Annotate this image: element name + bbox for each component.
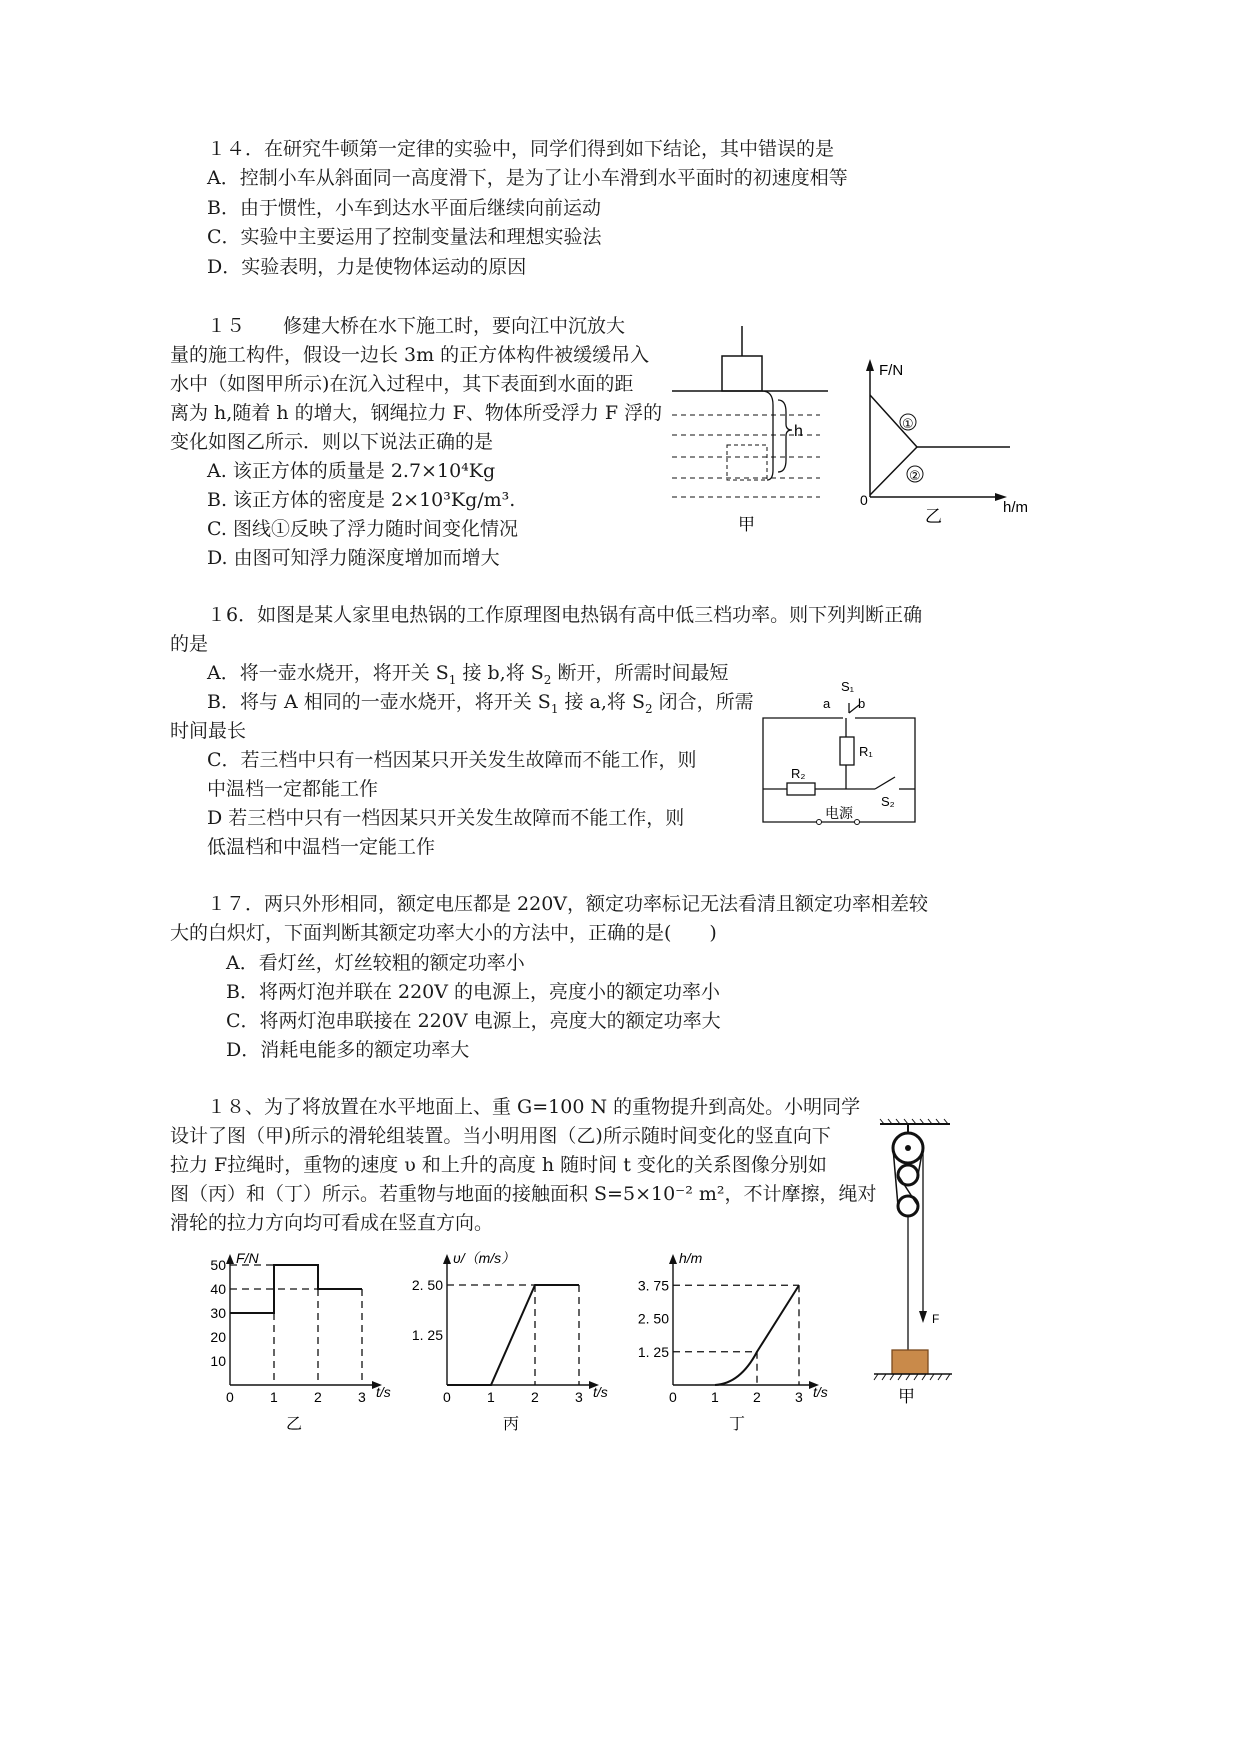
q16-option-a bbox=[207, 661, 728, 685]
q18-line-3: 拉力 F拉绳时，重物的速度 υ 和上升的高度 h 随时间 t 变化的关系图像分别如 bbox=[170, 1154, 827, 1176]
q14-option-c: C．实验中主要运用了控制变量法和理想实验法 bbox=[207, 226, 602, 248]
y-tick-label: 1. 25 bbox=[637, 1343, 669, 1360]
x-tick-label: 3 bbox=[358, 1389, 366, 1405]
x-tick-label: 3 bbox=[795, 1389, 803, 1405]
x-tick-label: 2 bbox=[753, 1389, 761, 1405]
series-line bbox=[447, 1285, 579, 1385]
chart-ding bbox=[625, 1240, 850, 1435]
q16-circuit-diagram bbox=[755, 675, 935, 835]
y-axis-label: h/m bbox=[679, 1250, 703, 1266]
q18-pulley-figure bbox=[868, 1118, 958, 1408]
circuit-r1-label: R₁ bbox=[859, 744, 873, 759]
y-axis-label: F/N bbox=[236, 1250, 259, 1266]
q18-line-5: 滑轮的拉力方向均可看成在竖直方向。 bbox=[170, 1212, 494, 1234]
q16-b-pre: B．将与 A 相同的一壶水烧开，将开关 S bbox=[207, 691, 551, 713]
yi-line-1-label: ① bbox=[902, 416, 914, 431]
circuit-a-label: a bbox=[823, 696, 831, 711]
x-tick-label: 0 bbox=[669, 1389, 677, 1405]
q16-option-d-1: D 若三档中只有一档因某只开关发生故障而不能工作，则 bbox=[207, 807, 685, 829]
q17-option-a: A．看灯丝，灯丝较粗的额定功率小 bbox=[226, 952, 525, 974]
x-axis-label: t/s bbox=[593, 1384, 608, 1400]
x-axis-label: t/s bbox=[376, 1384, 391, 1400]
q17-line-2: 大的白炽灯，下面判断其额定功率大小的方法中，正确的是( ) bbox=[170, 922, 717, 944]
q15-option-c: C. 图线①反映了浮力随时间变化情况 bbox=[207, 518, 518, 540]
x-axis-label: t/s bbox=[813, 1384, 828, 1400]
q14-option-a: A．控制小车从斜面同一高度滑下，是为了让小车滑到水平面时的初速度相等 bbox=[207, 167, 848, 189]
y-tick-label: 30 bbox=[210, 1305, 226, 1321]
q18-line-2: 设计了图（甲)所示的滑轮组装置。当小明用图（乙)所示随时间变化的竖直向下 bbox=[170, 1125, 831, 1147]
chart-caption: 乙 bbox=[286, 1416, 303, 1433]
y-tick-label: 2. 50 bbox=[411, 1277, 443, 1293]
circuit-s1-label: S₁ bbox=[841, 679, 855, 694]
q15-line-5: 变化如图乙所示．则以下说法正确的是 bbox=[170, 431, 494, 453]
x-tick-label: 0 bbox=[226, 1389, 234, 1405]
chart-caption: 丁 bbox=[729, 1416, 746, 1433]
pulley-force-label: F bbox=[932, 1312, 940, 1326]
q16-a-post: 断开，所需时间最短 bbox=[551, 662, 729, 684]
q14-option-b: B．由于惯性，小车到达水平面后继续向前运动 bbox=[207, 197, 601, 219]
q16-option-c-2: 中温档一定都能工作 bbox=[207, 778, 379, 800]
circuit-b-label: b bbox=[858, 696, 866, 711]
chart-yi bbox=[195, 1240, 391, 1435]
y-tick-label: 40 bbox=[210, 1281, 226, 1297]
y-axis-arrow bbox=[443, 1254, 451, 1264]
q16-option-b-cont: 时间最长 bbox=[170, 720, 247, 742]
q17-line-1: １７．两只外形相同，额定电压都是 220V，额定功率标记无法看清且额定功率相差较 bbox=[207, 893, 929, 915]
q15-line-3: 水中（如图甲所示)在沉入过程中，其下表面到水面的距 bbox=[170, 373, 634, 395]
q17-option-c: C．将两灯泡串联接在 220V 电源上，亮度大的额定功率大 bbox=[226, 1010, 721, 1032]
q15-line-4: 离为 h,随着 h 的增大，钢绳拉力 F、物体所受浮力 F 浮的 bbox=[170, 402, 663, 424]
y-tick-label: 10 bbox=[210, 1353, 226, 1369]
q16-b-sub-2: 2 bbox=[644, 701, 653, 716]
q16-a-mid: 接 b,将 S bbox=[456, 662, 544, 684]
x-tick-label: 2 bbox=[531, 1389, 539, 1405]
x-tick-label: 1 bbox=[711, 1389, 719, 1405]
x-tick-label: 2 bbox=[314, 1389, 322, 1405]
yi-line-2-label: ② bbox=[909, 468, 921, 483]
jia-h-label: h bbox=[794, 423, 803, 440]
y-tick-label: 3. 75 bbox=[637, 1277, 669, 1294]
q16-a-pre: A．将一壶水烧开，将开关 S bbox=[207, 662, 449, 684]
y-tick-label: 2. 50 bbox=[637, 1310, 669, 1327]
q16-option-d-2: 低温档和中温档一定能工作 bbox=[207, 836, 436, 858]
q16-line-1: １6．如图是某人家里电热锅的工作原理图电热锅有高中低三档功率。则下列判断正确 bbox=[207, 604, 923, 626]
circuit-r2-label: R₂ bbox=[791, 766, 806, 781]
x-tick-label: 0 bbox=[443, 1389, 451, 1405]
q15-line-2: 量的施工构件，假设一边长 3m 的正方体构件被缓缓吊入 bbox=[170, 344, 650, 366]
q16-b-sub-1: 1 bbox=[550, 701, 559, 716]
q16-a-sub-2: 2 bbox=[543, 672, 552, 687]
q16-b-mid: 接 a,将 S bbox=[558, 691, 645, 713]
yi-origin: 0 bbox=[860, 492, 868, 508]
q16-line-2: 的是 bbox=[170, 633, 209, 655]
q15-option-b: B. 该正方体的密度是 2×10³Kg/m³. bbox=[207, 489, 516, 511]
x-tick-label: 3 bbox=[575, 1389, 583, 1405]
circuit-s2-label: S₂ bbox=[881, 794, 895, 809]
x-tick-label: 1 bbox=[487, 1389, 495, 1405]
yi-caption: 乙 bbox=[925, 507, 942, 526]
q15-option-a: A. 该正方体的质量是 2.7×10⁴Kg bbox=[207, 460, 496, 482]
y-axis-arrow bbox=[226, 1254, 234, 1264]
chart-caption: 丙 bbox=[503, 1416, 520, 1433]
y-axis-label: υ/（m/s） bbox=[453, 1250, 516, 1266]
y-axis-arrow bbox=[669, 1254, 677, 1264]
x-tick-label: 1 bbox=[270, 1389, 278, 1405]
y-tick-label: 1. 25 bbox=[411, 1327, 443, 1343]
q16-option-b bbox=[207, 690, 754, 714]
q16-a-sub-1: 1 bbox=[448, 672, 457, 687]
q14-option-d: D．实验表明，力是使物体运动的原因 bbox=[207, 256, 527, 278]
q17-option-d: D．消耗电能多的额定功率大 bbox=[226, 1039, 470, 1061]
pulley-caption: 甲 bbox=[898, 1387, 915, 1406]
q15-figure-jia bbox=[670, 320, 830, 540]
yi-y-label: F/N bbox=[879, 362, 904, 379]
q16-b-post: 闭合，所需 bbox=[652, 691, 754, 713]
q18-line-4: 图（丙）和（丁）所示。若重物与地面的接触面积 S=5×10⁻² m²，不计摩擦，绳对 bbox=[170, 1183, 877, 1205]
yi-x-label: h/m bbox=[1003, 499, 1029, 516]
q14-stem: １４．在研究牛顿第一定律的实验中，同学们得到如下结论，其中错误的是 bbox=[207, 138, 835, 160]
circuit-source-label: 电源 bbox=[825, 805, 853, 821]
q15-option-d: D. 由图可知浮力随深度增加而增大 bbox=[207, 547, 500, 569]
jia-caption: 甲 bbox=[738, 515, 755, 534]
y-tick-label: 20 bbox=[210, 1329, 226, 1345]
q15-figure-yi bbox=[855, 355, 1055, 530]
q15-line-1: １５ 修建大桥在水下施工时，要向江中沉放大 bbox=[207, 315, 626, 337]
q18-line-1: １８、为了将放置在水平地面上、重 G=100 N 的重物提升到高处。小明同学 bbox=[207, 1096, 861, 1118]
y-tick-label: 50 bbox=[210, 1257, 226, 1273]
q17-option-b: B．将两灯泡并联在 220V 的电源上，亮度小的额定功率小 bbox=[226, 981, 721, 1003]
q16-option-c-1: C．若三档中只有一档因某只开关发生故障而不能工作，则 bbox=[207, 749, 697, 771]
chart-bing bbox=[395, 1240, 615, 1435]
